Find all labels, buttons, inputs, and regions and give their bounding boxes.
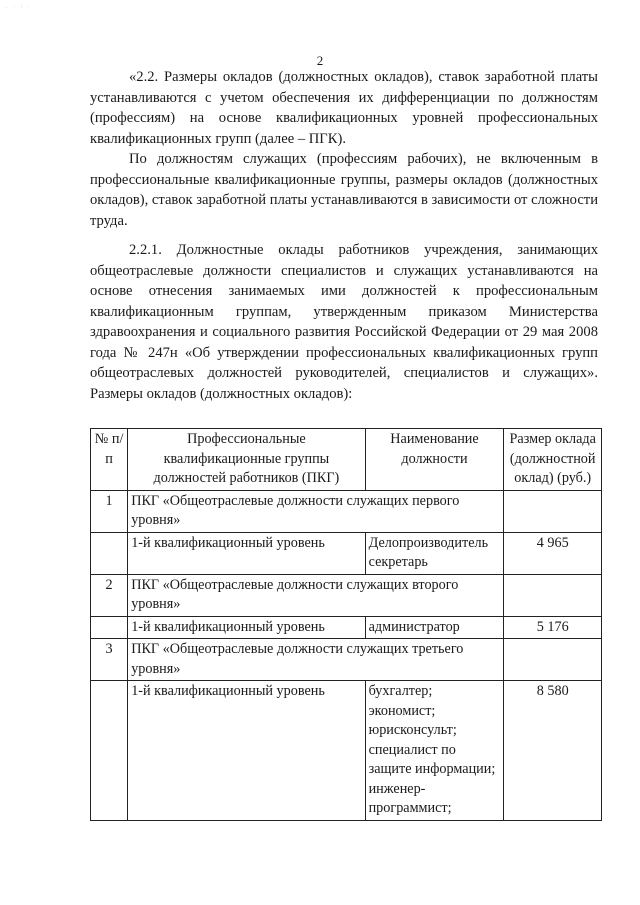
table-row	[91, 616, 602, 639]
group-salary-empty	[504, 639, 602, 681]
qualification-level: 1-й квалификационный уровень	[128, 532, 365, 574]
group-name: ПКГ «Общеотраслевые должности служащих третьего уровня»	[128, 639, 504, 681]
table-row-group	[91, 574, 602, 616]
intro-section	[90, 67, 598, 231]
scan-corner-mark: . · : ·	[6, 4, 32, 10]
position-names: бухгалтер; экономист; юрисконсульт; специалист по защите информации; инженер-программист;	[365, 681, 504, 821]
header-group: Профессиональные квалификационные группы должностей работников (ПКГ)	[128, 429, 365, 491]
table-header-row	[91, 429, 602, 491]
group-salary-empty	[504, 574, 602, 616]
salary-value: 4 965	[504, 532, 602, 574]
group-name: ПКГ «Общеотраслевые должности служащих второго уровня»	[128, 574, 504, 616]
section-2-2-1	[90, 240, 598, 404]
salary-value: 8 580	[504, 681, 602, 821]
header-salary: Размер оклада (должностной оклад) (руб.)	[504, 429, 602, 491]
group-number: 3	[91, 639, 128, 681]
qualification-level: 1-й квалификационный уровень	[128, 681, 365, 821]
table-row-group	[91, 490, 602, 532]
row-number-empty	[91, 532, 128, 574]
paragraph-non-included-positions: По должностям служащих (профессиям рабочих), не включенным в профессиональные квалификационные группы, размеры окладов (должностных окладов), ставок заработной платы устанавливаются в зависимости от сложности труда.	[90, 151, 598, 229]
qualification-level: 1-й квалификационный уровень	[128, 616, 365, 639]
paragraph-2-2-1: 2.2.1. Должностные оклады работников учреждения, занимающих общеотраслевые должности специалистов и служащих устанавливаются на основе отнесения занимаемых ими должностей к профессиональным квалификационным группам, утвержденным приказом Министерства здравоохранения и социального развития Российской Федерации от 29 мая 2008 года № 247н «Об утверждении профессиональных квалификационных групп общеотраслевых должностей руководителей, специалистов и служащих». Размеры окладов (должностных окладов):	[90, 242, 598, 402]
group-number: 1	[91, 490, 128, 532]
group-salary-empty	[504, 490, 602, 532]
position-names: Делопроизводитель секретарь	[365, 532, 504, 574]
page-number: 2	[316, 53, 324, 68]
salary-value: 5 176	[504, 616, 602, 639]
group-number: 2	[91, 574, 128, 616]
header-position: Наименование должности	[365, 429, 504, 491]
header-number: № п/п	[91, 429, 128, 491]
table-row	[91, 681, 602, 821]
salary-table	[90, 428, 602, 821]
table-row-group	[91, 639, 602, 681]
paragraph-2-2: «2.2. Размеры окладов (должностных окладов), ставок заработной платы устанавливаются с учетом обеспечения их дифференциации по должностям (профессиям) на основе квалификационных уровней профессиональных квалификационных групп (далее – ПГК).	[90, 69, 598, 147]
table-row	[91, 532, 602, 574]
position-names: администратор	[365, 616, 504, 639]
group-name: ПКГ «Общеотраслевые должности служащих первого уровня»	[128, 490, 504, 532]
row-number-empty	[91, 681, 128, 821]
row-number-empty	[91, 616, 128, 639]
